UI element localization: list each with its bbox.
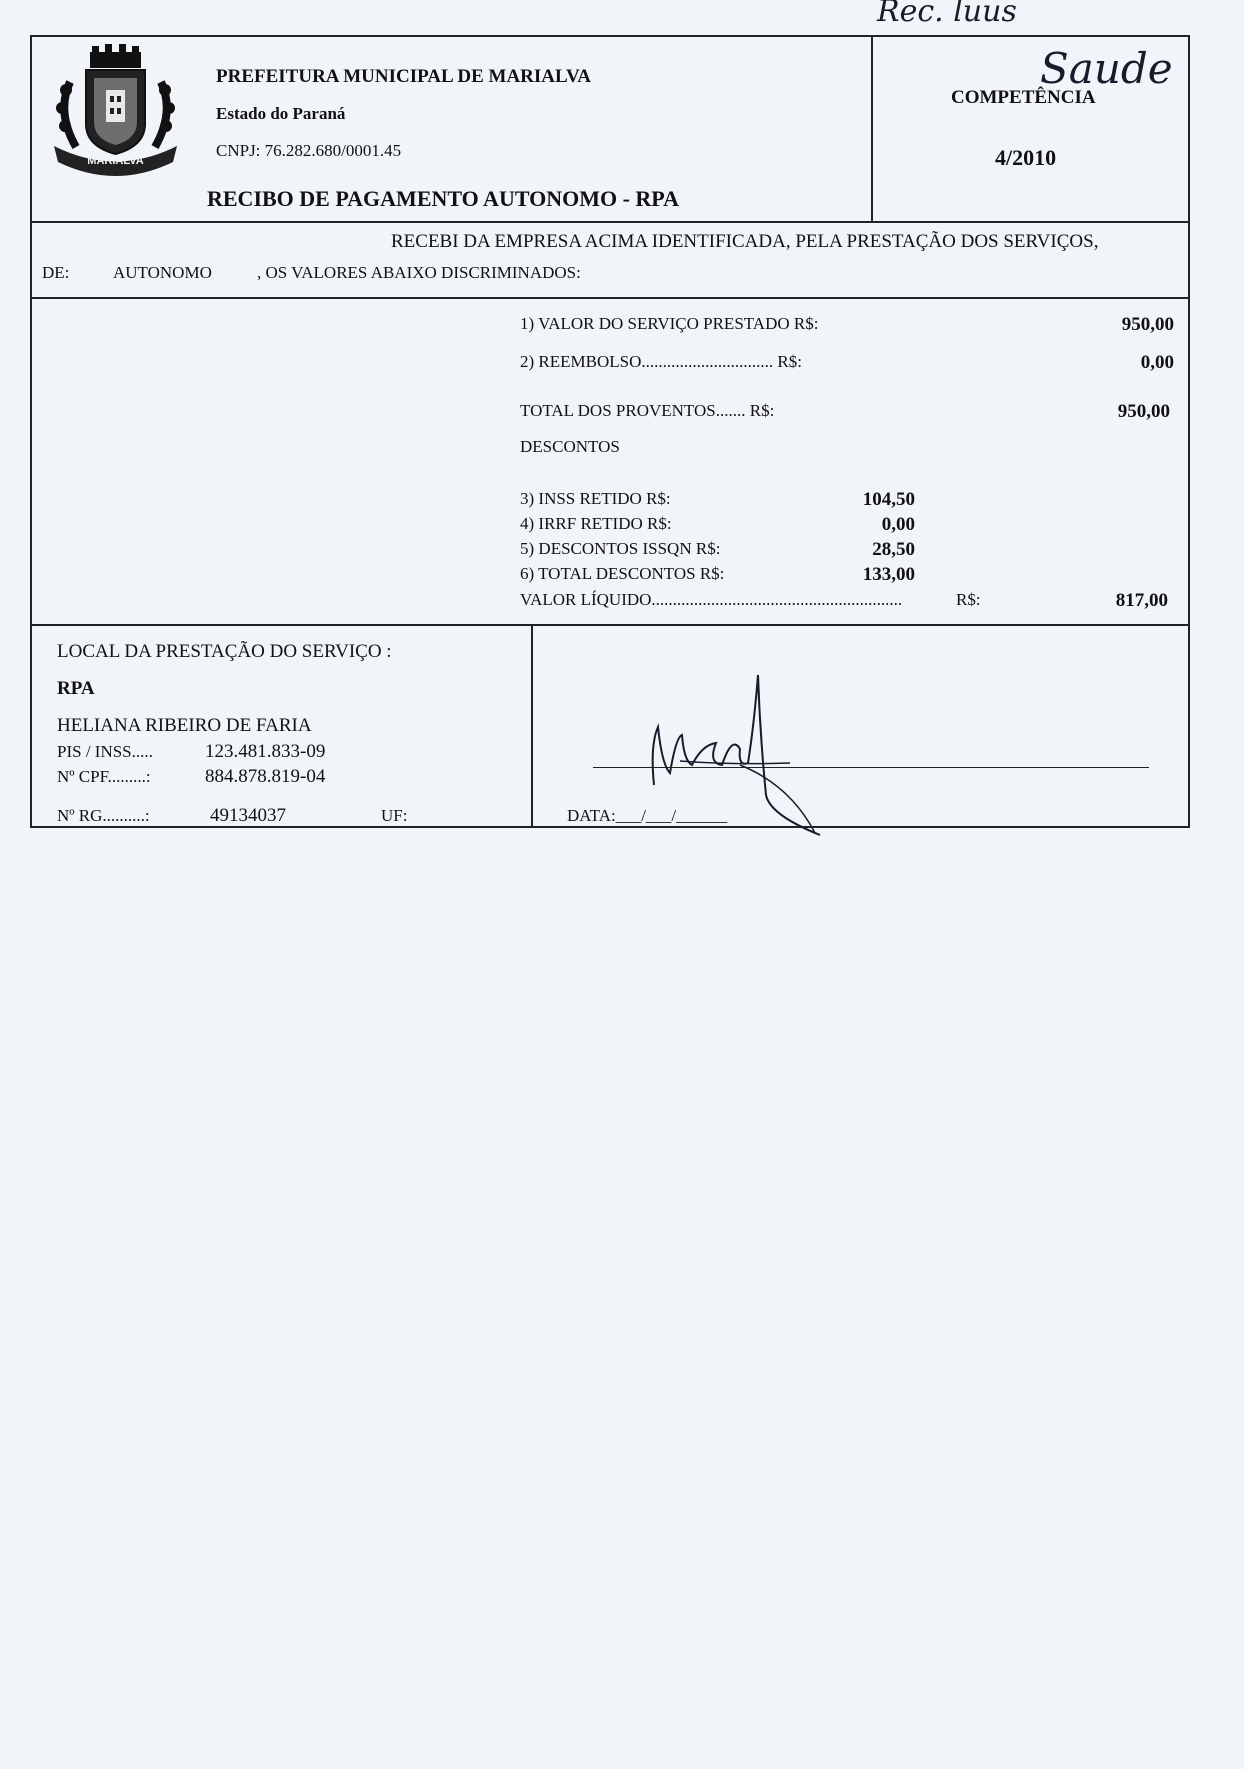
reembolso-label: 2) REEMBOLSO............................... R$: <box>520 352 802 371</box>
provider-name: HELIANA RIBEIRO DE FARIA <box>57 715 312 736</box>
signature <box>640 665 830 840</box>
total-descontos-label: 6) TOTAL DESCONTOS R$: <box>520 564 725 583</box>
total-proventos-value: 950,00 <box>1117 401 1170 422</box>
competencia-label: COMPETÊNCIA <box>951 87 1096 108</box>
header-divider <box>30 221 1190 223</box>
data-label: DATA:___/___/______ <box>567 806 728 825</box>
statement-line-2: , OS VALORES ABAIXO DISCRIMINADOS: <box>257 263 581 282</box>
values-divider <box>30 624 1190 626</box>
issqn-value: 28,50 <box>872 539 915 560</box>
de-label: DE: <box>42 263 70 282</box>
state-name: Estado do Paraná <box>216 104 346 123</box>
descontos-label: DESCONTOS <box>520 437 620 456</box>
servico-value: 950,00 <box>1121 314 1174 335</box>
cpf-value: 884.878.819-04 <box>205 766 326 787</box>
liquido-currency: R$: <box>956 590 981 609</box>
issqn-label: 5) DESCONTOS ISSQN R$: <box>520 539 721 558</box>
rg-value: 49134037 <box>210 805 286 826</box>
document-title: RECIBO DE PAGAMENTO AUTONOMO - RPA <box>207 186 680 211</box>
irrf-label: 4) IRRF RETIDO R$: <box>520 514 672 533</box>
reembolso-value: 0,00 <box>1140 352 1174 373</box>
municipality-name: PREFEITURA MUNICIPAL DE MARIALVA <box>216 66 591 87</box>
de-value: AUTONOMO <box>113 263 212 282</box>
liquido-label: VALOR LÍQUIDO........................................................... <box>520 590 903 609</box>
liquido-value: 817,00 <box>1115 590 1168 611</box>
irrf-value: 0,00 <box>881 514 915 535</box>
cpf-label: Nº CPF.........: <box>57 767 151 786</box>
servico-label: 1) VALOR DO SERVIÇO PRESTADO R$: <box>520 314 819 333</box>
statement-line-1: RECEBI DA EMPRESA ACIMA IDENTIFICADA, PELA PRESTAÇÃO DOS SERVIÇOS, <box>391 231 1099 252</box>
handwritten-note-top: Rec. luus <box>877 0 1017 29</box>
local-label: LOCAL DA PRESTAÇÃO DO SERVIÇO : <box>57 641 392 662</box>
inss-value: 104,50 <box>862 489 915 510</box>
statement-divider <box>30 297 1190 299</box>
handwritten-note-saude: Saude <box>1040 44 1173 93</box>
inss-label: 3) INSS RETIDO R$: <box>520 489 671 508</box>
footer-divider <box>531 624 533 828</box>
crest-ribbon-text: MARIALVA <box>87 155 144 167</box>
total-descontos-value: 133,00 <box>862 564 915 585</box>
cnpj: CNPJ: 76.282.680/0001.45 <box>216 141 402 160</box>
total-proventos-label: TOTAL DOS PROVENTOS....... R$: <box>520 401 775 420</box>
pis-label: PIS / INSS..... <box>57 742 153 761</box>
local-value: RPA <box>57 678 95 699</box>
competencia-value: 4/2010 <box>995 145 1057 170</box>
rg-label: Nº RG..........: <box>57 806 150 825</box>
municipal-crest <box>48 42 183 177</box>
uf-label: UF: <box>381 806 408 825</box>
competencia-divider <box>871 35 873 223</box>
pis-value: 123.481.833-09 <box>205 741 326 762</box>
